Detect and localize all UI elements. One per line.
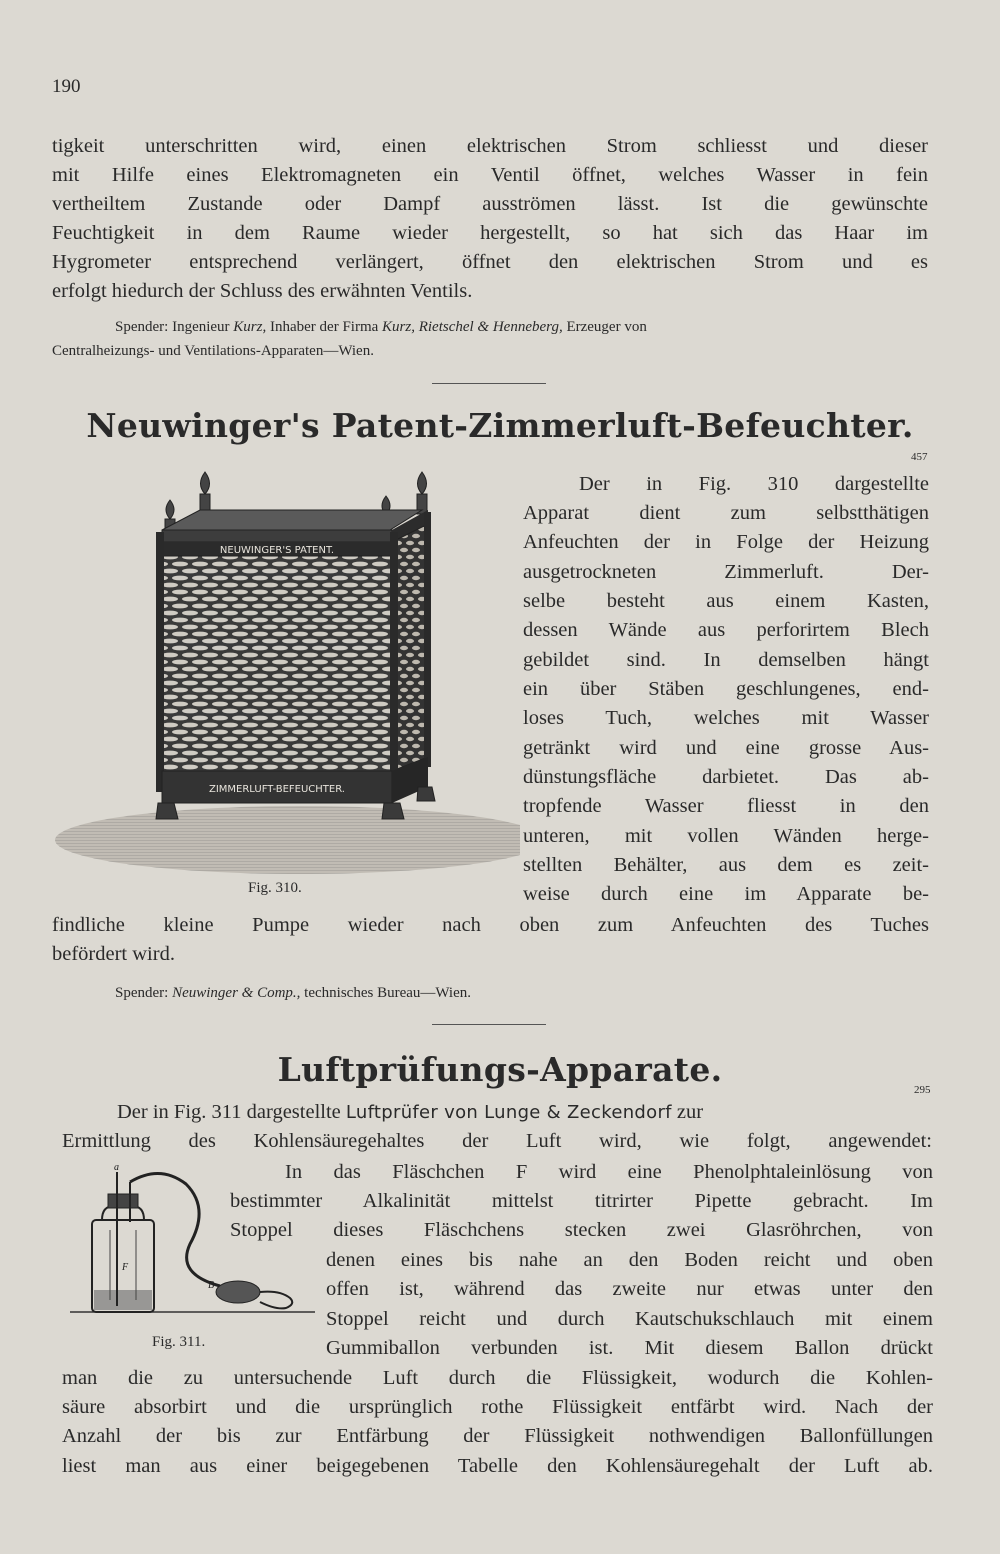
text-line: Der in Fig. 311 dargestellte Luftprüfer von Lunge & Zeckendorf zur [117,1101,704,1123]
text-line: säure absorbirt und die ursprünglich rothe Flüssigkeit entfärbt wird. Nach der [62,1396,933,1418]
figure-caption: Fig. 310. [248,880,302,896]
text-line: offen ist, während das zweite nur etwas unter den [326,1278,933,1300]
text-line: bestimmter Alkalinität mittelst titrirter Pipette gebracht. Im [230,1190,933,1212]
text-line: Der in Fig. 310 dargestellte [579,473,929,495]
text-line: Gummiballon verbunden ist. Mit diesem Ballon drückt [326,1337,933,1359]
fig-letter-b: B [208,1280,215,1291]
text-line: tigkeit unterschritten wird, einen elektrischen Strom schliesst und dieser [52,135,928,157]
reference-number: 295 [914,1084,931,1096]
text-line: Stoppel reicht und durch Kautschukschlauch mit einem [326,1308,933,1330]
text-line: dünstungsfläche darbietet. Das ab- [523,766,929,788]
device-label-bottom: ZIMMERLUFT-BEFEUCHTER. [208,784,346,795]
text-line: loses Tuch, welches mit Wasser [523,707,929,729]
text-line: erfolgt hiedurch der Schluss des erwähnten Ventils. [52,280,473,302]
text-line: stellten Behälter, aus dem es zeit- [523,854,929,876]
text-line: man die zu untersuchende Luft durch die Flüssigkeit, wodurch die Kohlen- [62,1367,933,1389]
text-line: Apparat dient zum selbstthätigen [523,502,929,524]
text-line: tropfende Wasser fliesst in den [523,795,929,817]
text-line: vertheiltem Zustande oder Dampf ausströmen lässt. Ist die gewünschte [52,193,928,215]
text-line: Anzahl der bis zur Entfärbung der Flüssigkeit nothwendigen Ballonfüllungen [62,1425,933,1447]
text-line: dessen Wände aus perforirtem Blech [523,619,929,641]
section-title: Luftprüfungs-Apparate. [277,1050,723,1089]
donor-line: Spender: Ingenieur Kurz, Inhaber der Firma Kurz, Rietschel & Henneberg, Erzeuger von [115,319,647,335]
text-line: selbe besteht aus einem Kasten, [523,590,929,612]
fig-letter-f: F [122,1262,129,1273]
fig-letter-a: a [114,1162,119,1173]
text-line: findliche kleine Pumpe wieder nach oben zum Anfeuchten des Tuches [52,914,929,936]
text-line: weise durch eine im Apparate be- [523,883,929,905]
donor-line: Centralheizungs- und Ventilations-Apparaten—Wien. [52,343,374,359]
figure-caption: Fig. 311. [152,1334,206,1350]
text-line: ausgetrockneten Zimmerluft. Der- [523,561,929,583]
text-line: ein über Stäben geschlungenes, end- [523,678,929,700]
text-line: Anfeuchten der in Folge der Heizung [523,531,929,553]
humidifier-illustration [50,462,520,882]
text-line: In das Fläschchen F wird eine Phenolphtaleinlösung von [285,1161,933,1183]
air-tester-illustration [70,1160,320,1325]
divider [432,383,546,384]
text-line: Stoppel dieses Fläschchens stecken zwei Glasröhrchen, von [230,1219,933,1241]
reference-number: 457 [911,451,928,463]
text-line: mit Hilfe eines Elektromagneten ein Ventil öffnet, welches Wasser in fein [52,164,928,186]
page-number: 190 [52,76,81,97]
text-line: liest man aus einer beigegebenen Tabelle den Kohlensäuregehalt der Luft ab. [62,1455,933,1477]
text-line: getränkt wird und eine grosse Aus- [523,737,929,759]
text-line: befördert wird. [52,943,175,965]
text-line: denen eines bis nahe an den Boden reicht und oben [326,1249,933,1271]
text-line: Hygrometer entsprechend verlängert, öffnet den elektrischen Strom und es [52,251,928,273]
text-line: gebildet sind. In demselben hängt [523,649,929,671]
donor-line: Spender: Neuwinger & Comp., technisches Bureau—Wien. [115,985,472,1001]
divider [432,1024,546,1025]
text-line: Ermittlung des Kohlensäuregehaltes der Luft wird, wie folgt, angewendet: [62,1130,932,1152]
device-label-top: NEUWINGER'S PATENT. [219,545,335,556]
text-line: unteren, mit vollen Wänden herge- [523,825,929,847]
text-line: Feuchtigkeit in dem Raume wieder hergestellt, so hat sich das Haar im [52,222,928,244]
section-title: Neuwinger's Patent-Zimmerluft-Befeuchter. [86,406,914,445]
